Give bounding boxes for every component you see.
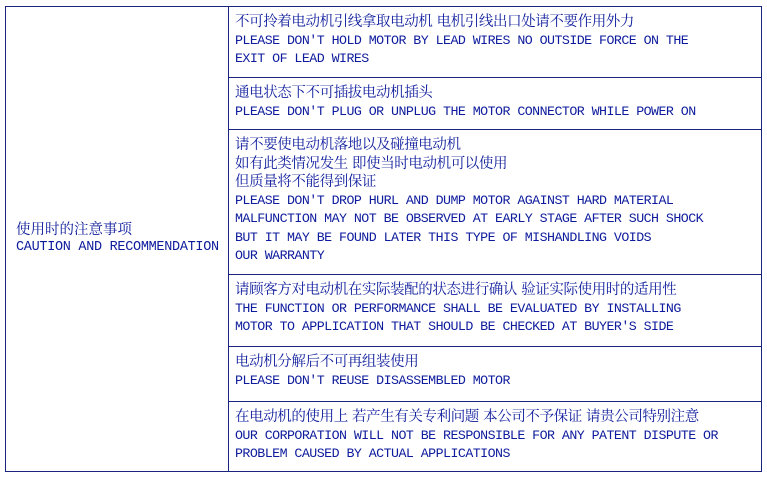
caution-text-en: BUT IT MAY BE FOUND LATER THIS TYPE OF MISHANDLING VOIDS — [235, 229, 652, 245]
caution-text-zh: 通电状态下不可插拔电动机插头 — [235, 85, 433, 101]
caution-text-en: PLEASE DON'T DROP HURL AND DUMP MOTOR AGAINST HARD MATERIAL — [235, 192, 674, 208]
caution-items — [229, 7, 761, 471]
caution-text-en: THE FUNCTION OR PERFORMANCE SHALL BE EVALUATED BY INSTALLING — [235, 300, 681, 316]
caution-row-evaluation — [229, 275, 761, 347]
caution-row-connector — [229, 78, 761, 130]
caution-row-reassembly — [229, 347, 761, 402]
section-title-en: CAUTION AND RECOMMENDATION — [16, 240, 219, 255]
caution-row-lead-wires — [229, 7, 761, 78]
caution-text-en: OUR CORPORATION WILL NOT BE RESPONSIBLE FOR ANY PATENT DISPUTE OR — [235, 427, 718, 443]
caution-text-zh: 但质量将不能得到保证 — [235, 174, 376, 190]
caution-text-zh: 不可拎着电动机引线拿取电动机 电机引线出口处请不要作用外力 — [235, 14, 635, 30]
caution-text-zh: 电动机分解后不可再组装使用 — [235, 354, 419, 370]
caution-text-zh: 请不要使电动机落地以及碰撞电动机 — [235, 137, 461, 153]
caution-text-zh: 请顾客方对电动机在实际装配的状态进行确认 验证实际使用时的适用性 — [235, 282, 677, 298]
section-header-cell — [6, 7, 229, 471]
caution-text-en: PLEASE DON'T PLUG OR UNPLUG THE MOTOR CONNECTOR WHILE POWER ON — [235, 103, 696, 119]
caution-text-en: OUR WARRANTY — [235, 248, 325, 263]
caution-text-en: PLEASE DON'T REUSE DISASSEMBLED MOTOR — [235, 372, 510, 388]
section-title-zh: 使用时的注意事项 — [16, 222, 132, 238]
caution-text-zh: 在电动机的使用上 若产生有关专利问题 本公司不予保证 请贵公司特别注意 — [235, 409, 699, 425]
caution-row-drop — [229, 130, 761, 275]
caution-table — [5, 6, 762, 472]
caution-text-en: PLEASE DON'T HOLD MOTOR BY LEAD WIRES NO OUTSIDE FORCE ON THE — [235, 32, 689, 48]
caution-row-patent — [229, 402, 761, 471]
caution-text-zh: 如有此类情况发生 即使当时电动机可以使用 — [235, 155, 508, 172]
caution-text-en: EXIT OF LEAD WIRES — [235, 51, 369, 66]
caution-text-en: PROBLEM CAUSED BY ACTUAL APPLICATIONS — [235, 446, 510, 461]
caution-text-en: MALFUNCTION MAY NOT BE OBSERVED AT EARLY STAGE AFTER SUCH SHOCK — [235, 211, 704, 226]
caution-text-en: MOTOR TO APPLICATION THAT SHOULD BE CHECKED AT BUYER'S SIDE — [235, 319, 674, 334]
